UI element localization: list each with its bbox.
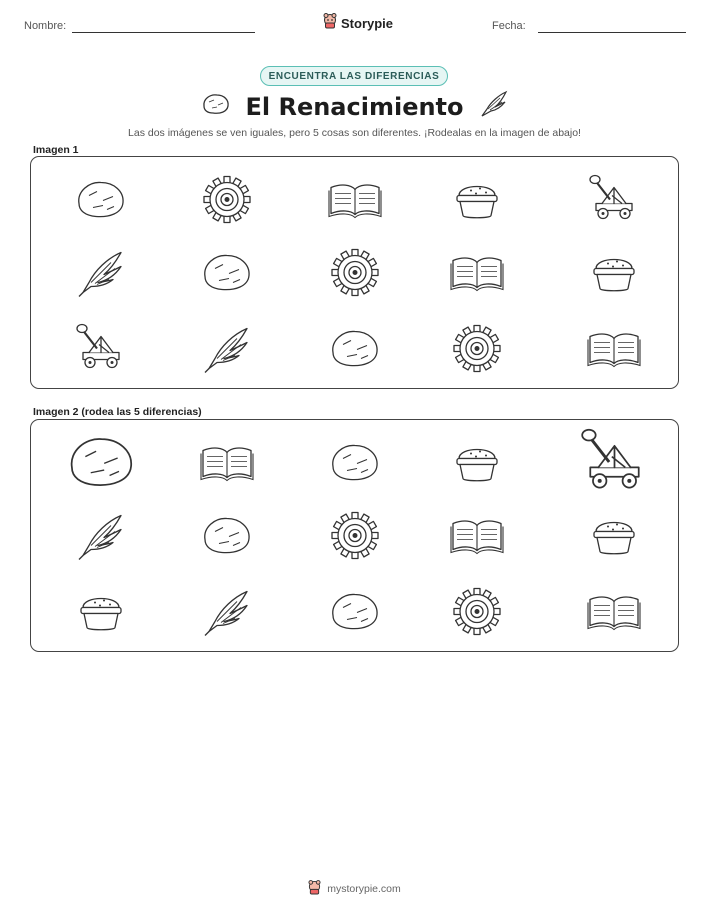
rock-icon xyxy=(320,318,390,378)
title-row xyxy=(0,90,709,123)
rock-icon[interactable] xyxy=(192,505,262,565)
gear-icon xyxy=(320,242,390,302)
bowl-icon[interactable] xyxy=(66,581,136,641)
page-title: El Renacimiento xyxy=(245,92,464,121)
book-icon[interactable] xyxy=(442,505,512,565)
bowl-icon xyxy=(442,169,512,229)
storypie-mascot-icon xyxy=(308,880,321,898)
book-icon xyxy=(320,169,390,229)
book-icon xyxy=(442,242,512,302)
image1-panel xyxy=(30,156,679,389)
rock-icon[interactable] xyxy=(60,424,142,500)
bowl-icon[interactable] xyxy=(442,432,512,492)
wing-icon xyxy=(478,90,508,123)
image2-panel[interactable] xyxy=(30,419,679,652)
instructions: Las dos imágenes se ven iguales, pero 5 cosas son diferentes. ¡Rodealas en la imagen de abajo! xyxy=(128,127,581,139)
catapult-icon xyxy=(66,318,136,378)
image1-label: Imagen 1 xyxy=(33,144,79,156)
date-label: Fecha: xyxy=(492,20,526,32)
wing-icon xyxy=(66,242,136,302)
gear-icon[interactable] xyxy=(442,581,512,641)
date-field[interactable] xyxy=(538,32,686,33)
book-icon xyxy=(579,318,649,378)
wing-icon[interactable] xyxy=(192,581,262,641)
footer-site: mystorypie.com xyxy=(327,883,401,895)
name-label: Nombre: xyxy=(24,20,67,32)
catapult-icon xyxy=(579,169,649,229)
wing-icon xyxy=(192,318,262,378)
gear-icon xyxy=(442,318,512,378)
gear-icon[interactable] xyxy=(320,505,390,565)
book-icon[interactable] xyxy=(192,432,262,492)
footer xyxy=(0,880,709,898)
catapult-icon[interactable] xyxy=(573,424,655,500)
bowl-icon xyxy=(579,242,649,302)
storypie-mascot-icon xyxy=(323,13,337,34)
worksheet-badge: ENCUENTRA LAS DIFERENCIAS xyxy=(260,66,448,86)
name-field[interactable] xyxy=(72,32,255,33)
rock-icon xyxy=(201,92,231,121)
gear-icon xyxy=(192,169,262,229)
rock-icon xyxy=(192,242,262,302)
wing-icon[interactable] xyxy=(66,505,136,565)
rock-icon[interactable] xyxy=(320,432,390,492)
image2-label: Imagen 2 (rodea las 5 diferencias) xyxy=(33,406,202,418)
bowl-icon[interactable] xyxy=(579,505,649,565)
brand-logo xyxy=(323,13,393,34)
brand-name: Storypie xyxy=(341,16,394,31)
rock-icon xyxy=(66,169,136,229)
rock-icon[interactable] xyxy=(320,581,390,641)
book-icon[interactable] xyxy=(579,581,649,641)
